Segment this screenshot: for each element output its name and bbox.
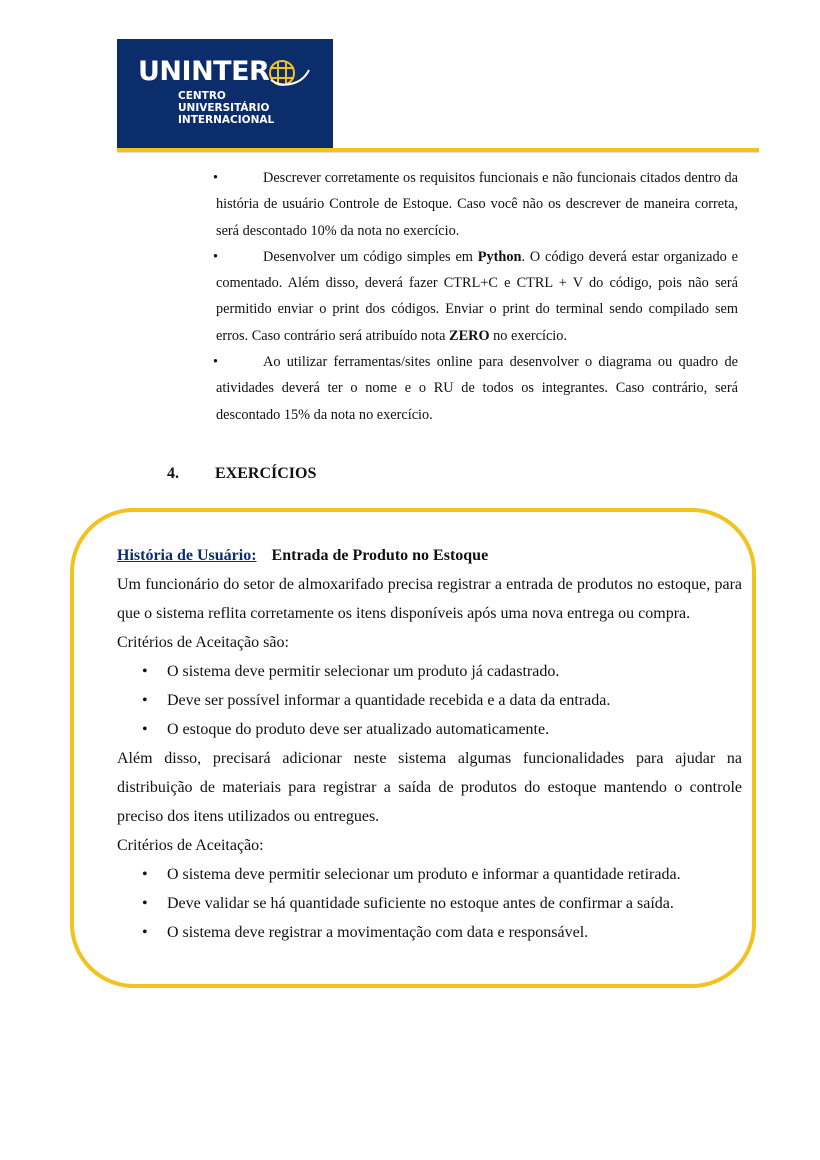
user-story-intro: Um funcionário do setor de almoxarifado precisa registrar a entrada de produtos no estoque, para que o sistema reflita corretamente os itens disponíveis após uma nova entrega ou compra. <box>117 576 742 622</box>
logo-subtitle-line: INTERNACIONAL <box>178 114 275 126</box>
bullet: • <box>213 354 219 371</box>
criteria-heading: Critérios de Aceitação: <box>117 837 264 854</box>
requirement-item <box>213 244 738 349</box>
section-number: 4. <box>167 465 179 482</box>
user-story-title <box>117 541 742 570</box>
logo-subtitle-line: UNIVERSITÁRIO <box>178 102 270 114</box>
criteria-item: • Deve ser possível informar a quantidade recebida e a data da entrada. <box>117 686 742 715</box>
criteria-item: • O estoque do produto deve ser atualizado automaticamente. <box>117 715 742 744</box>
logo-brand: UNINTER <box>138 56 270 87</box>
uninter-logo <box>117 39 333 148</box>
requirement-text-part: . O código deverá estar organizado e comentado. Além disso, deverá fazer CTRL+C e CTRL + V do código, pois não será permitido enviar o print dos códigos. Enviar o print do terminal sendo compilado sem erros. Caso contrário será atribuído nota <box>216 248 738 344</box>
criteria-heading: Critérios de Aceitação são: <box>117 634 289 651</box>
zero-keyword: ZERO <box>449 327 490 344</box>
requirement-text-part: no exercício. <box>489 327 567 344</box>
user-story-extra: Além disso, precisará adicionar neste sistema algumas funcionalidades para ajudar na distribuição de materiais para registrar a saída de produtos do estoque mantendo o controle preciso dos itens utilizados ou entregues. <box>117 750 742 825</box>
bullet: • <box>213 248 219 265</box>
user-story-label: História de Usuário: <box>117 547 257 564</box>
requirement-text: Descrever corretamente os requisitos funcionais e não funcionais citados dentro da história de usuário Controle de Estoque. Caso você não os descrever de maneira correta, será descontado 10% da nota no exercício. <box>216 170 738 239</box>
criteria-list <box>117 860 742 947</box>
globe-icon <box>267 56 311 90</box>
requirements-list <box>213 165 738 428</box>
requirement-item <box>213 165 738 244</box>
logo-subtitle <box>178 90 274 126</box>
header-divider <box>117 148 759 152</box>
criteria-item: • O sistema deve registrar a movimentação com data e responsável. <box>117 918 742 947</box>
requirement-text: Ao utilizar ferramentas/sites online para desenvolver o diagrama ou quadro de atividades deverá ter o nome e o RU de todos os integrantes. Caso contrário, será descontado 15% da nota no exercício. <box>216 354 738 423</box>
section-title: EXERCÍCIOS <box>215 465 317 482</box>
bullet: • <box>213 170 219 186</box>
criteria-item: • Deve validar se há quantidade suficiente no estoque antes de confirmar a saída. <box>117 889 742 918</box>
user-story-name: Entrada de Produto no Estoque <box>271 547 489 564</box>
criteria-item: • O sistema deve permitir selecionar um produto já cadastrado. <box>117 657 742 686</box>
user-story <box>117 541 742 947</box>
python-keyword: Python <box>477 248 522 265</box>
criteria-list <box>117 657 742 744</box>
logo-subtitle-line: CENTRO <box>178 90 226 102</box>
criteria-item: • O sistema deve permitir selecionar um produto e informar a quantidade retirada. <box>117 860 742 889</box>
requirement-text <box>216 249 738 344</box>
requirement-text-part: Desenvolver um código simples em <box>263 248 478 265</box>
requirement-item <box>213 349 738 428</box>
